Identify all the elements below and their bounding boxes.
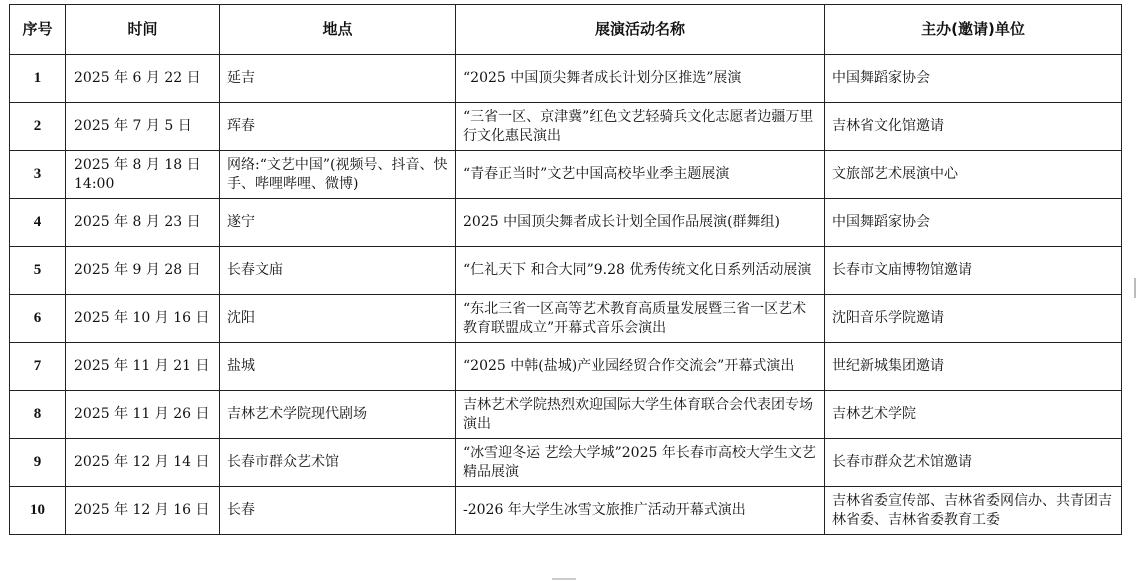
row-num: 7	[10, 343, 66, 391]
header-row	[10, 5, 1122, 55]
row-time: 2025 年 8 月 18 日 14:00	[66, 151, 220, 199]
row-num: 1	[10, 55, 66, 103]
row-name: -2026 年大学生冰雪文旅推广活动开幕式演出	[456, 487, 825, 535]
row-name: 2025 中国顶尖舞者成长计划全国作品展演(群舞组)	[456, 199, 825, 247]
table-row	[10, 151, 1122, 199]
row-place: 网络:“文艺中国”(视频号、抖音、快手、哔哩哔哩、微博)	[220, 151, 456, 199]
row-place: 遂宁	[220, 199, 456, 247]
table-row	[10, 199, 1122, 247]
row-name: “冰雪迎冬运 艺绘大学城”2025 年长春市高校大学生文艺精品展演	[456, 439, 825, 487]
header-time: 时间	[66, 5, 220, 55]
row-num: 2	[10, 103, 66, 151]
row-org: 中国舞蹈家协会	[825, 199, 1122, 247]
row-num: 5	[10, 247, 66, 295]
header-name: 展演活动名称	[456, 5, 825, 55]
table-row	[10, 391, 1122, 439]
row-org: 吉林艺术学院	[825, 391, 1122, 439]
row-place: 延吉	[220, 55, 456, 103]
row-name: “2025 中国顶尖舞者成长计划分区推选”展演	[456, 55, 825, 103]
table-row	[10, 55, 1122, 103]
row-name: “青春正当时”文艺中国高校毕业季主题展演	[456, 151, 825, 199]
row-org: 文旅部艺术展演中心	[825, 151, 1122, 199]
header-num: 序号	[10, 5, 66, 55]
row-org: 吉林省委宣传部、吉林省委网信办、共青团吉林省委、吉林省委教育工委	[825, 487, 1122, 535]
row-name: “三省一区、京津冀”红色文艺轻骑兵文化志愿者边疆万里行文化惠民演出	[456, 103, 825, 151]
row-place: 沈阳	[220, 295, 456, 343]
row-num: 6	[10, 295, 66, 343]
table-row	[10, 247, 1122, 295]
row-name: “仁礼天下 和合大同”9.28 优秀传统文化日系列活动展演	[456, 247, 825, 295]
table-row	[10, 439, 1122, 487]
table-row	[10, 343, 1122, 391]
row-name: “2025 中韩(盐城)产业园经贸合作交流会”开幕式演出	[456, 343, 825, 391]
row-time: 2025 年 12 月 16 日	[66, 487, 220, 535]
table-row	[10, 487, 1122, 535]
row-org: 世纪新城集团邀请	[825, 343, 1122, 391]
row-place: 盐城	[220, 343, 456, 391]
header-org: 主办(邀请)单位	[825, 5, 1122, 55]
row-time: 2025 年 12 月 14 日	[66, 439, 220, 487]
row-num: 9	[10, 439, 66, 487]
row-time: 2025 年 11 月 21 日	[66, 343, 220, 391]
row-place: 长春文庙	[220, 247, 456, 295]
row-time: 2025 年 6 月 22 日	[66, 55, 220, 103]
row-num: 3	[10, 151, 66, 199]
row-name: 吉林艺术学院热烈欢迎国际大学生体育联合会代表团专场演出	[456, 391, 825, 439]
row-org: 吉林省文化馆邀请	[825, 103, 1122, 151]
row-time: 2025 年 11 月 26 日	[66, 391, 220, 439]
row-place: 长春	[220, 487, 456, 535]
table-row	[10, 295, 1122, 343]
activities-table	[9, 4, 1122, 535]
row-org: 中国舞蹈家协会	[825, 55, 1122, 103]
table-row	[10, 103, 1122, 151]
row-place: 吉林艺术学院现代剧场	[220, 391, 456, 439]
row-time: 2025 年 9 月 28 日	[66, 247, 220, 295]
row-num: 10	[10, 487, 66, 535]
row-time: 2025 年 8 月 23 日	[66, 199, 220, 247]
row-org: 长春市群众艺术馆邀请	[825, 439, 1122, 487]
row-org: 长春市文庙博物馆邀请	[825, 247, 1122, 295]
row-name: “东北三省一区高等艺术教育高质量发展暨三省一区艺术教育联盟成立”开幕式音乐会演出	[456, 295, 825, 343]
row-num: 4	[10, 199, 66, 247]
page-bottom-mark	[552, 578, 576, 580]
header-place: 地点	[220, 5, 456, 55]
row-place: 长春市群众艺术馆	[220, 439, 456, 487]
row-org: 沈阳音乐学院邀请	[825, 295, 1122, 343]
row-time: 2025 年 10 月 16 日	[66, 295, 220, 343]
row-time: 2025 年 7 月 5 日	[66, 103, 220, 151]
row-num: 8	[10, 391, 66, 439]
row-place: 珲春	[220, 103, 456, 151]
